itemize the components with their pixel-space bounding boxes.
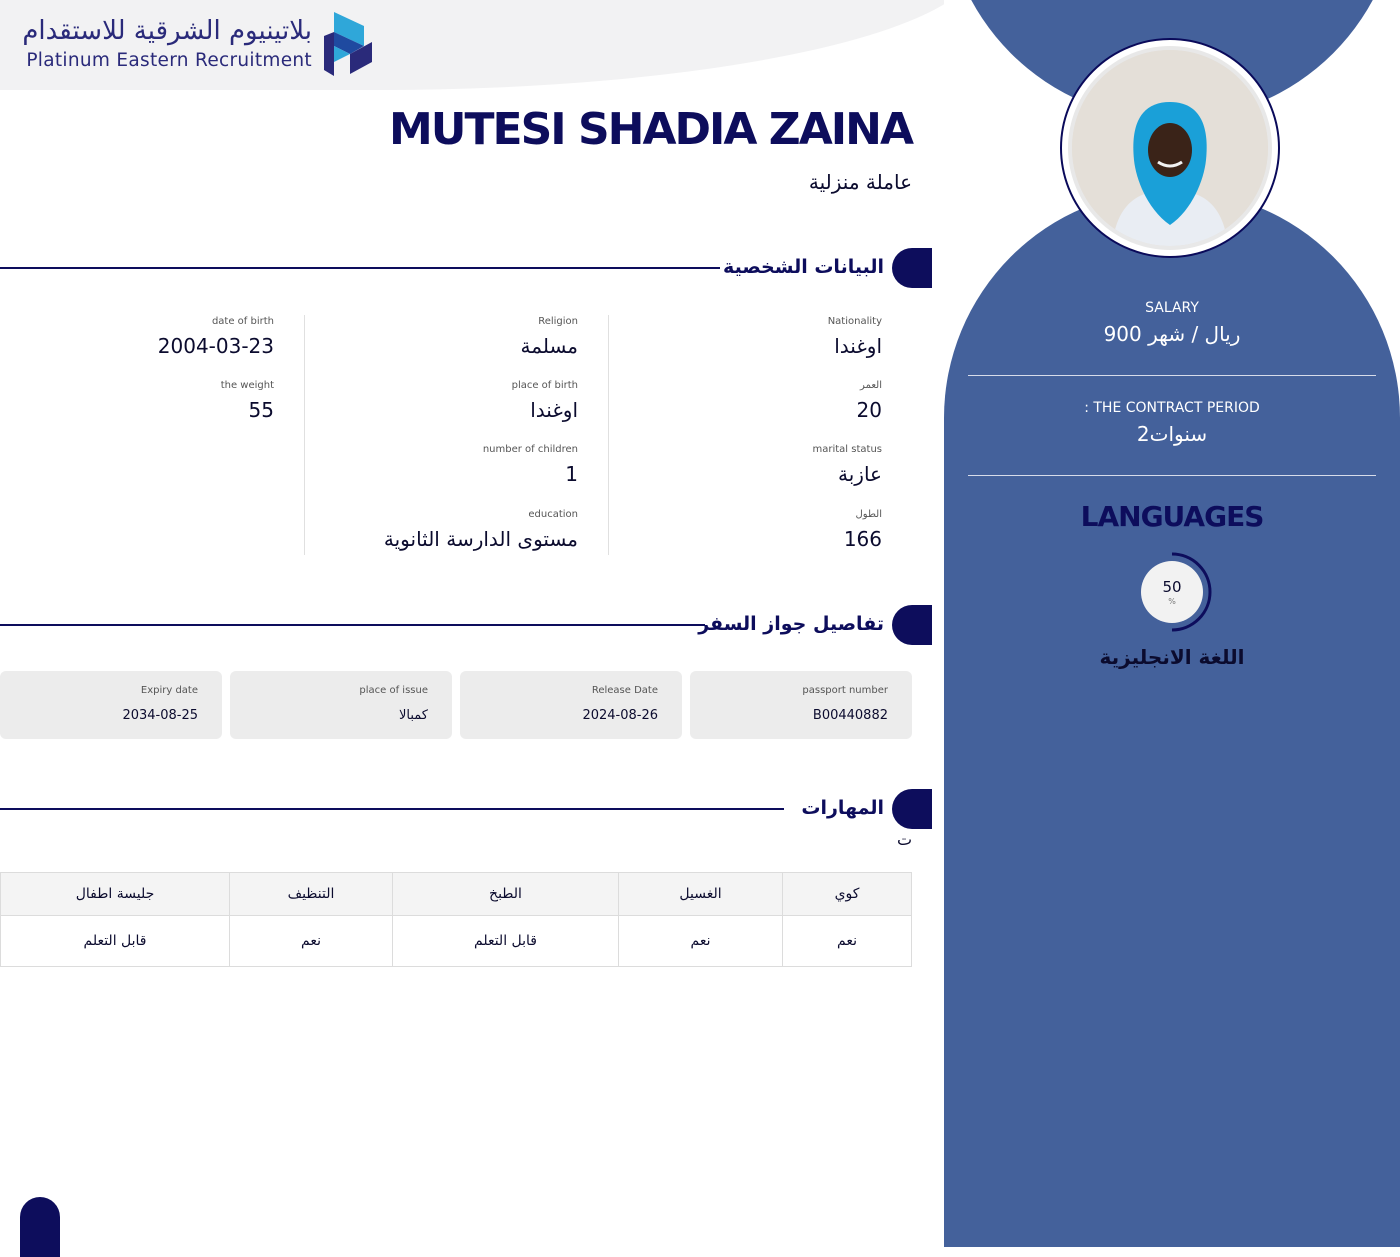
nationality-label: Nationality xyxy=(827,316,882,327)
passport-section-marker xyxy=(892,605,932,645)
date-of-birth-value: 2004-03-23 xyxy=(157,334,274,358)
expiry-date-card xyxy=(0,671,222,739)
date-of-birth-label: date of birth xyxy=(211,316,274,327)
passport-section-title: تفاصيل جواز السفر xyxy=(698,613,884,635)
language-percent-unit: % xyxy=(1168,597,1176,606)
passport-number-value: B00440882 xyxy=(812,708,888,723)
skills-value-row xyxy=(1,916,912,967)
religion-value: مسلمة xyxy=(520,334,578,358)
skill-header: الطبخ xyxy=(393,873,619,916)
skill-header: جليسة اطفال xyxy=(1,873,230,916)
marital-status-label: marital status xyxy=(812,444,882,455)
skill-value: نعم xyxy=(783,916,912,967)
column-divider xyxy=(608,315,609,555)
logo-english-text: Platinum Eastern Recruitment xyxy=(26,50,312,71)
logo-arabic-text: بلاتينيوم الشرقية للاستقدام xyxy=(22,16,312,46)
skill-value: نعم xyxy=(619,916,783,967)
skill-value: قابل التعلم xyxy=(393,916,619,967)
skill-value: نعم xyxy=(230,916,393,967)
release-date-value: 2024-08-26 xyxy=(582,708,658,723)
height-label: الطول xyxy=(855,509,882,520)
religion-label: Religion xyxy=(538,316,578,327)
sidebar-main-shape xyxy=(944,190,1400,1247)
skills-section-line xyxy=(0,808,784,810)
place-of-issue-card xyxy=(230,671,452,739)
skill-value: قابل التعلم xyxy=(1,916,230,967)
language-percent-value: 50 xyxy=(1162,578,1182,596)
children-label: number of children xyxy=(482,444,578,455)
expiry-date-label: Expiry date xyxy=(140,685,198,696)
skill-header: كوي xyxy=(783,873,912,916)
sidebar-divider xyxy=(968,475,1376,476)
weight-value: 55 xyxy=(248,398,274,422)
skills-header-row xyxy=(1,873,912,916)
salary-label: SALARY xyxy=(1145,300,1199,316)
education-value: مستوى الدارسة الثانوية xyxy=(383,527,578,551)
logo-mark-icon xyxy=(324,12,374,76)
skills-section-title: المهارات xyxy=(801,797,884,819)
release-date-card xyxy=(460,671,682,739)
place-of-issue-label: place of issue xyxy=(359,685,428,696)
company-logo xyxy=(20,12,380,78)
children-value: 1 xyxy=(565,462,578,486)
skills-note: ت xyxy=(896,830,912,849)
passport-section-line xyxy=(0,624,705,626)
skills-table xyxy=(0,872,912,967)
marital-status-value: عازبة xyxy=(838,462,882,486)
education-label: education xyxy=(528,509,578,520)
place-of-issue-value: كمبالا xyxy=(398,708,428,723)
job-title: عاملة منزلية xyxy=(808,170,912,194)
nationality-value: اوغندا xyxy=(834,334,882,358)
passport-number-label: passport number xyxy=(802,685,888,696)
skill-header: الغسيل xyxy=(619,873,783,916)
sidebar xyxy=(944,0,1400,1247)
place-of-birth-label: place of birth xyxy=(511,380,578,391)
worker-name: MUTESI SHADIA ZAINA xyxy=(389,104,912,155)
passport-number-card xyxy=(690,671,912,739)
profile-photo xyxy=(1072,50,1268,246)
skill-header: التنظيف xyxy=(230,873,393,916)
contract-period-value: 2سنوات xyxy=(1136,422,1208,446)
release-date-label: Release Date xyxy=(591,685,658,696)
expiry-date-value: 2034-08-25 xyxy=(122,708,198,723)
language-name: اللغة الانجليزية xyxy=(1099,645,1245,669)
personal-section-line xyxy=(0,267,720,269)
salary-value: 900 ريال / شهر xyxy=(1103,322,1241,346)
personal-section-marker xyxy=(892,248,932,288)
profile-photo-frame xyxy=(1060,38,1280,258)
languages-title: LANGUAGES xyxy=(1080,500,1264,533)
weight-label: the weight xyxy=(220,380,274,391)
sidebar-divider xyxy=(968,375,1376,376)
personal-section-title: البيانات الشخصية xyxy=(723,256,884,278)
footer-marker xyxy=(20,1197,60,1257)
height-value: 166 xyxy=(843,527,882,551)
column-divider xyxy=(304,315,305,555)
age-value: 20 xyxy=(856,398,882,422)
place-of-birth-value: اوغندا xyxy=(530,398,578,422)
skills-section-marker xyxy=(892,789,932,829)
contract-period-label: : THE CONTRACT PERIOD xyxy=(1084,400,1260,416)
age-label: العمر xyxy=(860,380,882,391)
